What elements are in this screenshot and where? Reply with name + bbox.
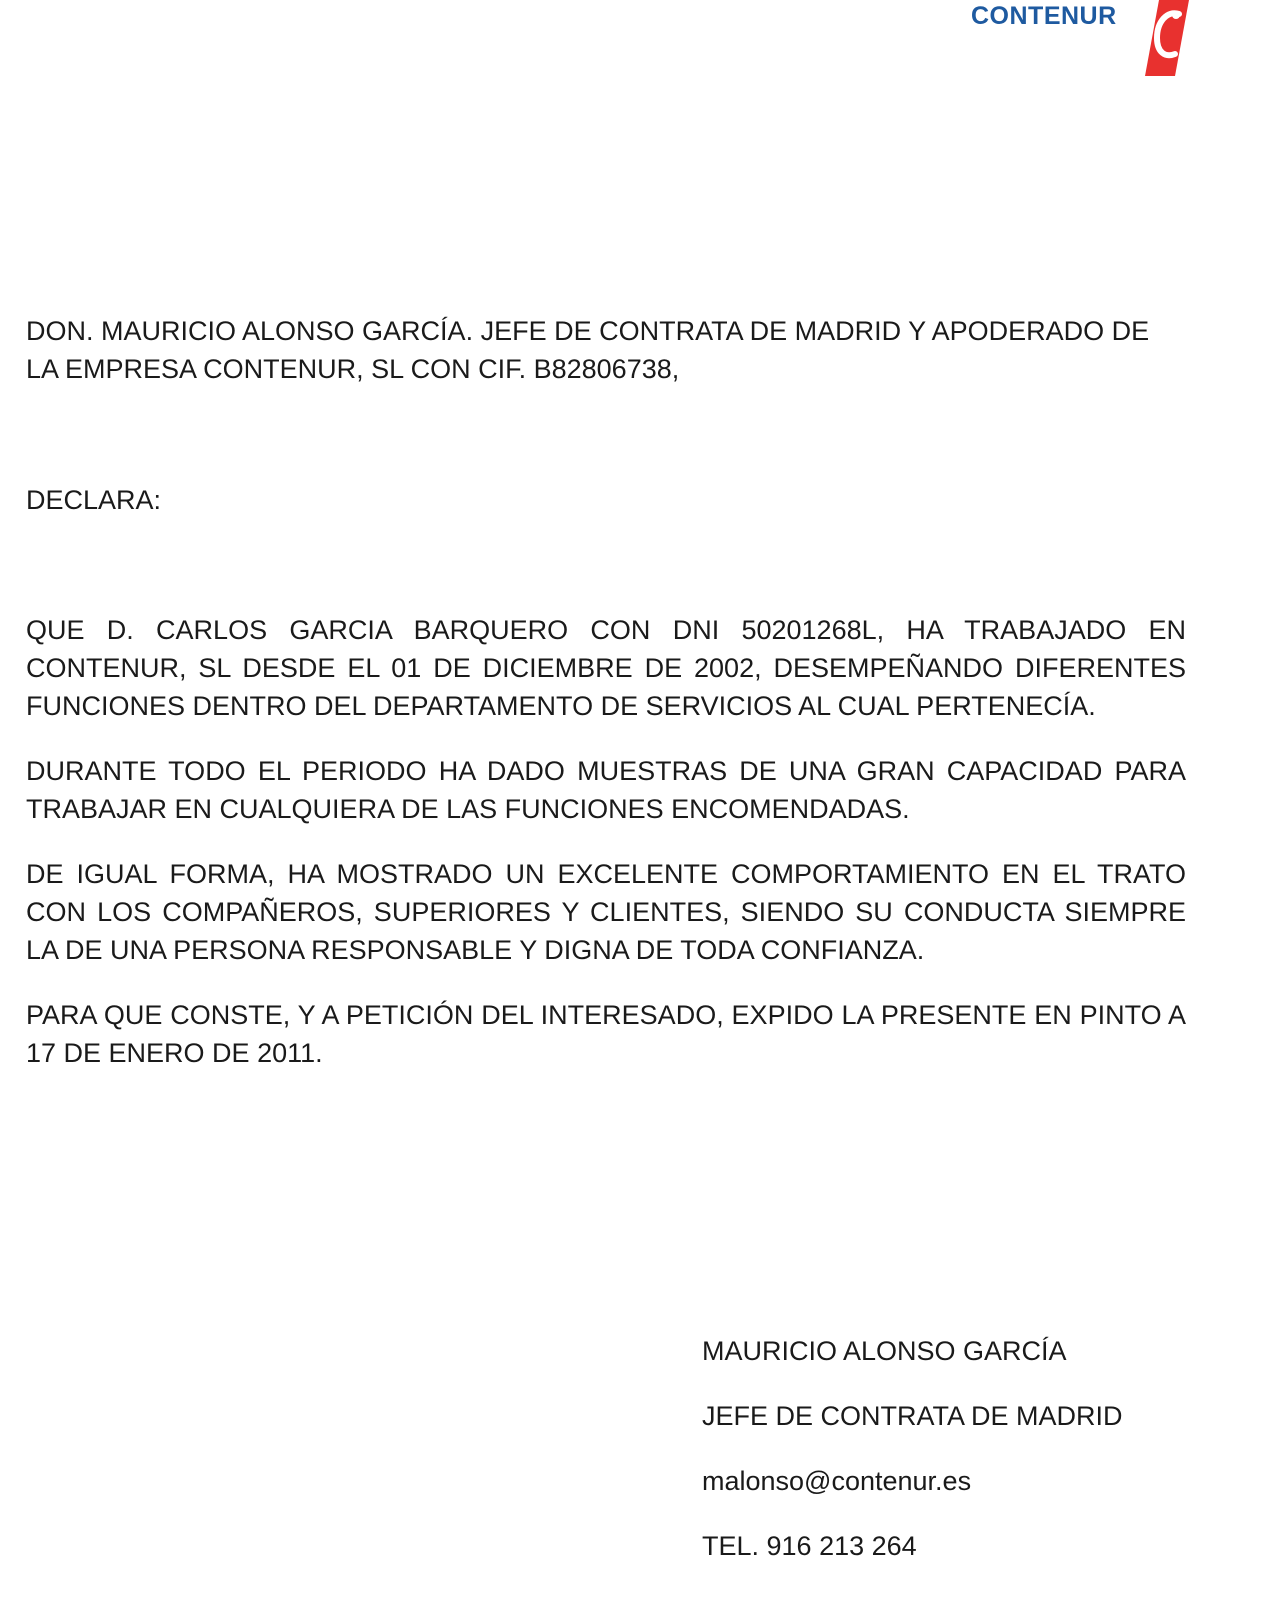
signature-phone: TEL. 916 213 264 — [702, 1531, 917, 1561]
logo-text: CONTENUR — [971, 2, 1117, 30]
contenur-c-icon — [1145, 0, 1189, 76]
declara-heading: DECLARA: — [26, 485, 162, 515]
intro-paragraph: DON. MAURICIO ALONSO GARCÍA. JEFE DE CONTRATA DE MADRID Y APODERADO DE LA EMPRESA CONTENUR, SL CON CIF. B82806738, — [26, 316, 1150, 384]
signature-email[interactable]: malonso@contenur.es — [702, 1466, 972, 1496]
company-logo — [965, 0, 1195, 78]
signature-title: JEFE DE CONTRATA DE MADRID — [702, 1401, 1123, 1431]
paragraph-closing: PARA QUE CONSTE, Y A PETICIÓN DEL INTERESADO, EXPIDO LA PRESENTE EN PINTO A 17 DE ENERO DE 2011. — [26, 1000, 1186, 1068]
paragraph-behavior: DE IGUAL FORMA, HA MOSTRADO UN EXCELENTE COMPORTAMIENTO EN EL TRATO CON LOS COMPAÑEROS, SUPERIORES Y CLIENTES, SIENDO SU CONDUCTA SIEMPRE LA DE UNA PERSONA RESPONSABLE Y DIGNA DE TODA CONFIANZA. — [26, 859, 1186, 965]
paragraph-capacity: DURANTE TODO EL PERIODO HA DADO MUESTRAS DE UNA GRAN CAPACIDAD PARA TRABAJAR EN CUALQUIERA DE LAS FUNCIONES ENCOMENDADAS. — [26, 756, 1186, 824]
paragraph-employment: QUE D. CARLOS GARCIA BARQUERO CON DNI 50201268L, HA TRABAJADO EN CONTENUR, SL DESDE EL 01 DE DICIEMBRE DE 2002, DESEMPEÑANDO DIFERENTES FUNCIONES DENTRO DEL DEPARTAMENTO DE SERVICIOS AL CUAL PERTENECÍA. — [26, 615, 1186, 721]
signature-name: MAURICIO ALONSO GARCÍA — [702, 1336, 1067, 1366]
